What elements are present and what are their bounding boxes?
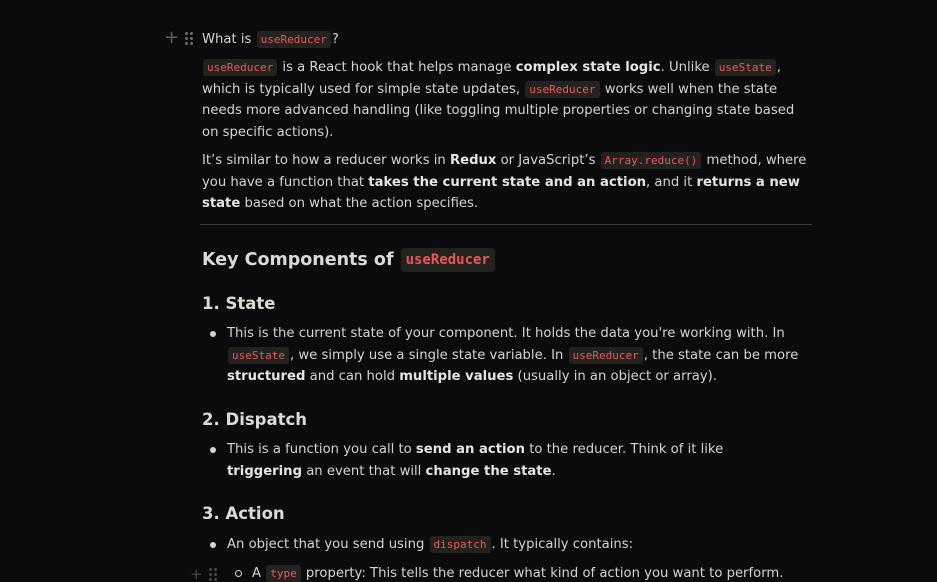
inline-code: type [266, 565, 301, 582]
text-run: . Unlike [660, 60, 714, 75]
inline-code: useReducer [401, 248, 495, 272]
text-run: to the reducer. Think of it like [525, 442, 724, 457]
dispatch-heading: 2. Dispatch [202, 410, 308, 429]
sub-list-item [227, 563, 832, 582]
action-list [202, 534, 802, 556]
list-item [202, 534, 802, 556]
text-run: . It typically contains: [491, 537, 634, 552]
text-run: This is the current state of your component. It holds the data you're working with. In [227, 326, 785, 341]
text-run: . [551, 463, 556, 479]
bold-text: multiple values [399, 369, 514, 384]
bold-text: structured [227, 369, 306, 384]
bold-text: send an action [415, 442, 526, 457]
block-handle[interactable] [164, 27, 193, 48]
inline-code: Array.reduce() [601, 152, 702, 169]
inline-code: useReducer [203, 59, 277, 76]
text-run: works well when the state needs more advanced handling (like toggling multiple properties or changing state based on specific actions). [202, 81, 795, 140]
dispatch-list [202, 439, 802, 482]
text-run: is a React hook that helps manage [278, 60, 516, 75]
text-run: (usually in an object or array). [513, 369, 717, 384]
inline-code: useReducer [569, 347, 643, 364]
key-components-heading [202, 248, 496, 272]
question-text: What is [202, 32, 252, 47]
text-run: , we simply use a single state variable. In [289, 347, 568, 363]
text-run: and can hold [305, 369, 400, 384]
text-run: property: This tells the reducer what kind of action you want to perform. [301, 566, 784, 581]
inline-code: useReducer [257, 31, 331, 48]
bold-text: returns a new state [202, 174, 800, 211]
action-heading: 3. Action [202, 504, 285, 523]
intro-paragraph-2 [202, 150, 814, 215]
drag-handle-icon[interactable] [185, 32, 193, 45]
question-mark: ? [331, 32, 339, 47]
state-heading: 1. State [202, 294, 276, 313]
text-run: , the state can be more [643, 347, 799, 363]
inline-code: dispatch [430, 536, 491, 553]
bold-text: triggering [227, 463, 303, 479]
heading-text: Key Components of [202, 250, 394, 270]
text-run: An object that you send using [227, 537, 429, 552]
sub-block-handle[interactable] [190, 565, 217, 582]
intro-paragraph-1 [202, 57, 814, 143]
bold-text: takes the current state and an action [368, 174, 647, 190]
inline-code: useReducer [525, 81, 599, 98]
text-run: It’s similar to how a reducer works in [202, 153, 450, 168]
text-run: A [252, 566, 266, 581]
list-item [202, 323, 802, 388]
divider [200, 224, 812, 225]
text-run: method, where you have a function that [202, 153, 807, 190]
text-run: , which is typically used for simple state updates, [202, 60, 781, 97]
question-line [202, 29, 339, 51]
text-run: an event that will [302, 463, 426, 479]
bold-text: complex state logic [515, 60, 661, 75]
state-list [202, 323, 802, 388]
text-run: This is a function you call to [227, 442, 416, 457]
add-block-icon[interactable]: + [164, 27, 180, 48]
add-block-icon[interactable]: + [190, 565, 203, 582]
inline-code: useState [228, 347, 289, 364]
text-run: or JavaScript’s [496, 153, 600, 168]
text-run: , and it [646, 174, 697, 190]
text-run: based on what the action specifies. [240, 196, 479, 211]
list-item [202, 439, 802, 482]
bold-text: Redux [449, 153, 497, 168]
bold-text: change the state [425, 463, 552, 479]
drag-handle-icon[interactable] [209, 568, 217, 581]
inline-code: useState [715, 59, 776, 76]
